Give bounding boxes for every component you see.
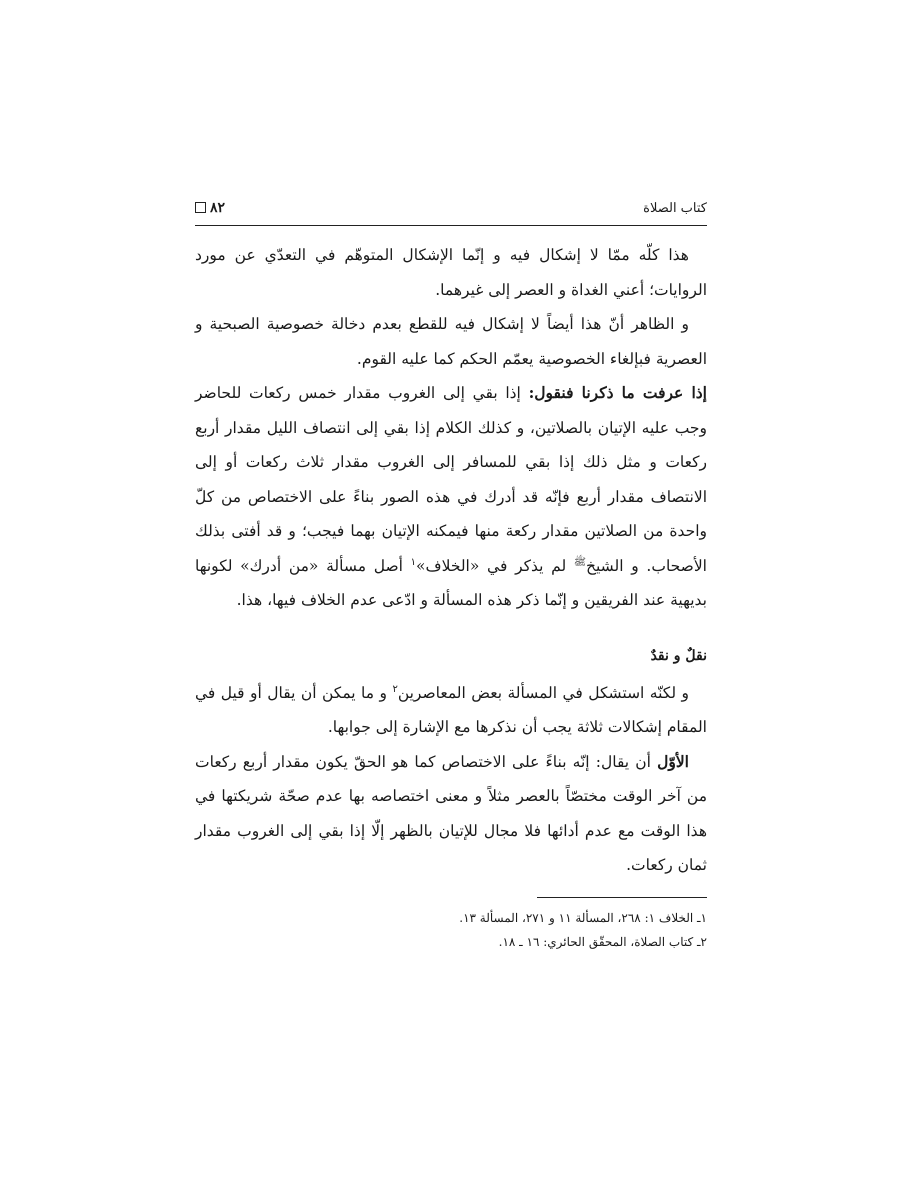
footnote-divider	[537, 897, 707, 898]
paragraph-text: و لكنّه استشكل في المسألة بعض المعاصرين	[397, 683, 689, 702]
paragraph-text: إذا بقي إلى الغروب مقدار خمس ركعات للحاضر وجب عليه الإتيان بالصلاتين، و كذلك الكلام إذا بقي إلى انتصاف الليل مقدار أربع ركعات و مثل ذلك إذا بقي للمسافر إلى الغروب مقدار ثلاث ركعات أو إلى الانتصاف مقدار أربع فإنّه قد أدرك في هذه الصور بناءً على الاختصاص من كلّ واحدة من الصلاتين مقدار ركعة منها فيمكنه الإتيان بهما فيجب؛ و قد أفتى بذلك الأصحاب. و الشيخ	[195, 384, 707, 575]
running-title: كتاب الصلاة	[643, 201, 707, 216]
footnote: ١ـ الخلاف ١: ٢٦٨، المسألة ١١ و ٢٧١، المسألة ١٣.	[459, 910, 707, 925]
footnotes	[195, 906, 707, 954]
page-header	[195, 195, 707, 226]
footnote-ref[interactable]: ١	[410, 556, 417, 568]
paragraph-lead: الأوّل	[657, 751, 689, 771]
paragraph-text: أن يقال: إنّه بناءً على الاختصاص كما هو الحقّ يكون مقدار أربع ركعات من آخر الوقت مختصّاً بالعصر مثلاً و معنى اختصاصه بها عدم صحّة شريكتها في هذا الوقت مع عدم أدائها فلا مجال للإتيان بالظهر إلّا إذا بقي إلى الغروب مقدار ثمان ركعات.	[195, 752, 707, 874]
paragraph: هذا كلّه ممّا لا إشكال فيه و إنّما الإشكال المتوهّم في التعدّي عن مورد الروايات؛ أعني الغداة و العصر إلى غيرهما.	[195, 246, 707, 299]
document-page	[195, 195, 707, 954]
paragraph-main	[195, 376, 707, 618]
paragraph-lead: إذا عرفت ما ذكرنا فنقول:	[528, 383, 707, 402]
footnote-ref[interactable]: ٢	[392, 683, 398, 695]
paragraph	[195, 745, 707, 883]
main-text	[195, 238, 707, 883]
footnote: ٢ـ كتاب الصلاة، المحقّق الحائري: ١٦ ـ ١٨.	[498, 934, 707, 949]
honorific-symbol: ﷺ	[573, 556, 586, 568]
section-heading: نقلٌ و نقدٌ	[650, 647, 707, 664]
paragraph-text: لم يذكر في «الخلاف»	[416, 556, 574, 575]
paragraph-text: أصل مسألة «من أدرك» لكونها بديهية عند الفريقين و إنّما ذكر هذه المسألة و ادّعى عدم الخلاف فيها، هذا.	[195, 556, 707, 609]
page-number	[195, 200, 225, 216]
page-number-text: ٨٢	[210, 200, 226, 216]
paragraph-text: و ما يمكن أن يقال أو قيل في المقام إشكالات ثلاثة يجب أن نذكرها مع الإشارة إلى جوابها.	[195, 683, 707, 736]
paragraph	[195, 676, 707, 745]
paragraph: و الظاهر أنّ هذا أيضاً لا إشكال فيه للقطع بعدم دخالة خصوصية الصبحية و العصرية فبإلغاء الخصوصية يعمّم الحكم كما عليه القوم.	[195, 315, 707, 368]
square-icon	[195, 202, 206, 213]
